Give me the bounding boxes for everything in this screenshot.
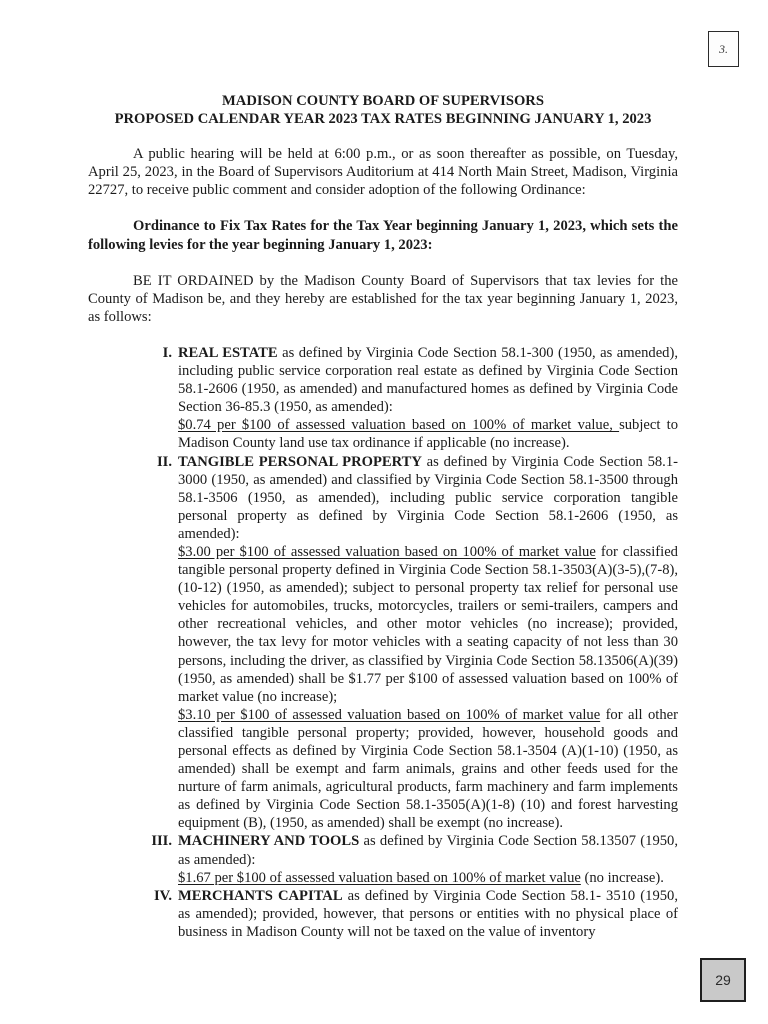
tax-item-text-block	[178, 416, 678, 452]
text-segment: MACHINERY AND TOOLS	[178, 833, 360, 850]
tax-item-text-block	[178, 706, 678, 833]
text-segment: MERCHANTS CAPITAL	[178, 887, 343, 904]
ordinance-heading: Ordinance to Fix Tax Rates for the Tax Year beginning January 1, 2023, which sets the following levies for the year beginning January 1, 2023:	[88, 218, 678, 253]
tax-rate-list	[88, 344, 678, 941]
tax-rate-text: $1.67 per $100 of assessed valuation based on 100% of market value	[178, 869, 581, 886]
text-segment: (no increase).	[580, 869, 664, 886]
tax-item-text-block	[178, 887, 678, 941]
tax-item	[88, 832, 678, 886]
page-number-box-bottom	[700, 958, 746, 1002]
tax-item-marker: II.	[156, 453, 172, 470]
page-number-box-top	[708, 31, 739, 67]
text-segment: for all other classified tangible personal property; provided, however, household goods and personal effects as defined by Virginia Code Section 58.1-3504 (A)(1-10) (1950, as amended) shall be exempt and farm animals, grains and other feeds used for the nurture of farm animals, agricultural products, farm machinery and farm implements as defined by Virginia Code Section 58.1-3505(A)(1-8) (10) and forest harvesting equipment (B), (1950, as amended) shall be exempt (no increase).	[178, 706, 678, 832]
text-segment: for classified tangible personal property defined in Virginia Code Section 58.1-3503(A)(3-5),(7-8),(10-12) (1950, as amended); subject to personal property tax relief for personal use vehicles for automobiles, trucks, motorcycles, trailers or semi-trailers, campers and other recreational vehicles, and other motor vehicles (no increase); provided, however, the tax levy for motor vehicles with a seating capacity of not less than 30 persons, including the driver, as classified by Virginia Code Section 58.13506(A)(39) (1950, as amended) shall be $1.77 per $100 of assessed valuation based on 100% of market value (no increase);	[178, 543, 678, 705]
tax-item	[88, 887, 678, 941]
tax-item-text-block	[178, 543, 678, 706]
page-number-bottom: 29	[715, 971, 731, 988]
document-title	[88, 92, 678, 128]
text-segment: as defined by Virginia Code Section 58.1- 3510 (1950, as amended); provided, however, that persons or entities with no physical place of business in Madison County will not be taxed on the value of inventory	[178, 887, 678, 940]
tax-item-text-block	[178, 869, 678, 887]
tax-item-text-block	[178, 832, 678, 868]
text-segment: subject to Madison County land use tax ordinance if applicable (no increase).	[178, 417, 678, 452]
text-segment: REAL ESTATE	[178, 344, 278, 361]
title-line-1: MADISON COUNTY BOARD OF SUPERVISORS	[222, 93, 544, 109]
tax-item	[88, 453, 678, 833]
text-segment: as defined by Virginia Code Section 58.1-300 (1950, as amended), including public service corporation real estate as defined by Virginia Code Section 58.1-2606 (1950, as amended) and manufactured homes as defined by Virginia Code Section 36-85.3 (1950, as amended):	[178, 344, 678, 416]
tax-rate-text: $3.10 per $100 of assessed valuation based on 100% of market value	[178, 706, 601, 723]
tax-rate-text: $3.00 per $100 of assessed valuation based on 100% of market value	[178, 543, 596, 560]
text-segment: as defined by Virginia Code Section 58.13507 (1950, as amended):	[178, 833, 678, 868]
tax-item-text-block	[178, 453, 678, 543]
document-content	[88, 92, 678, 941]
tax-item-text-block	[178, 344, 678, 416]
hearing-paragraph: A public hearing will be held at 6:00 p.m., or as soon thereafter as possible, on Tuesday, April 25, 2023, in the Board of Supervisors Auditorium at 414 North Main Street, Madison, Virginia 22727, to receive public comment and consider adoption of the following Ordinance:	[88, 146, 678, 199]
tax-item-marker: III.	[151, 833, 172, 850]
tax-rate-text: $0.74 per $100 of assessed valuation based on 100% of market value,	[178, 417, 620, 434]
tax-item-marker: IV.	[154, 887, 172, 904]
title-line-2: PROPOSED CALENDAR YEAR 2023 TAX RATES BEGINNING JANUARY 1, 2023	[114, 111, 652, 128]
ordained-paragraph: BE IT ORDAINED by the Madison County Board of Supervisors that tax levies for the County of Madison be, and they hereby are established for the tax year beginning January 1, 2023, as follows:	[88, 272, 678, 325]
tax-item-marker: I.	[162, 344, 172, 361]
page-number-top: 3.	[719, 41, 728, 56]
text-segment: as defined by Virginia Code Section 58.1-3000 (1950, as amended) and classified by Virginia Code Section 58.1-3500 through 58.1-3506 (1950, as amended), including public service corporation tangible personal property as defined by Virginia Code Section 58.1-2606 (1950, as amended):	[178, 453, 678, 542]
text-segment: TANGIBLE PERSONAL PROPERTY	[178, 453, 422, 470]
tax-item	[88, 344, 678, 453]
